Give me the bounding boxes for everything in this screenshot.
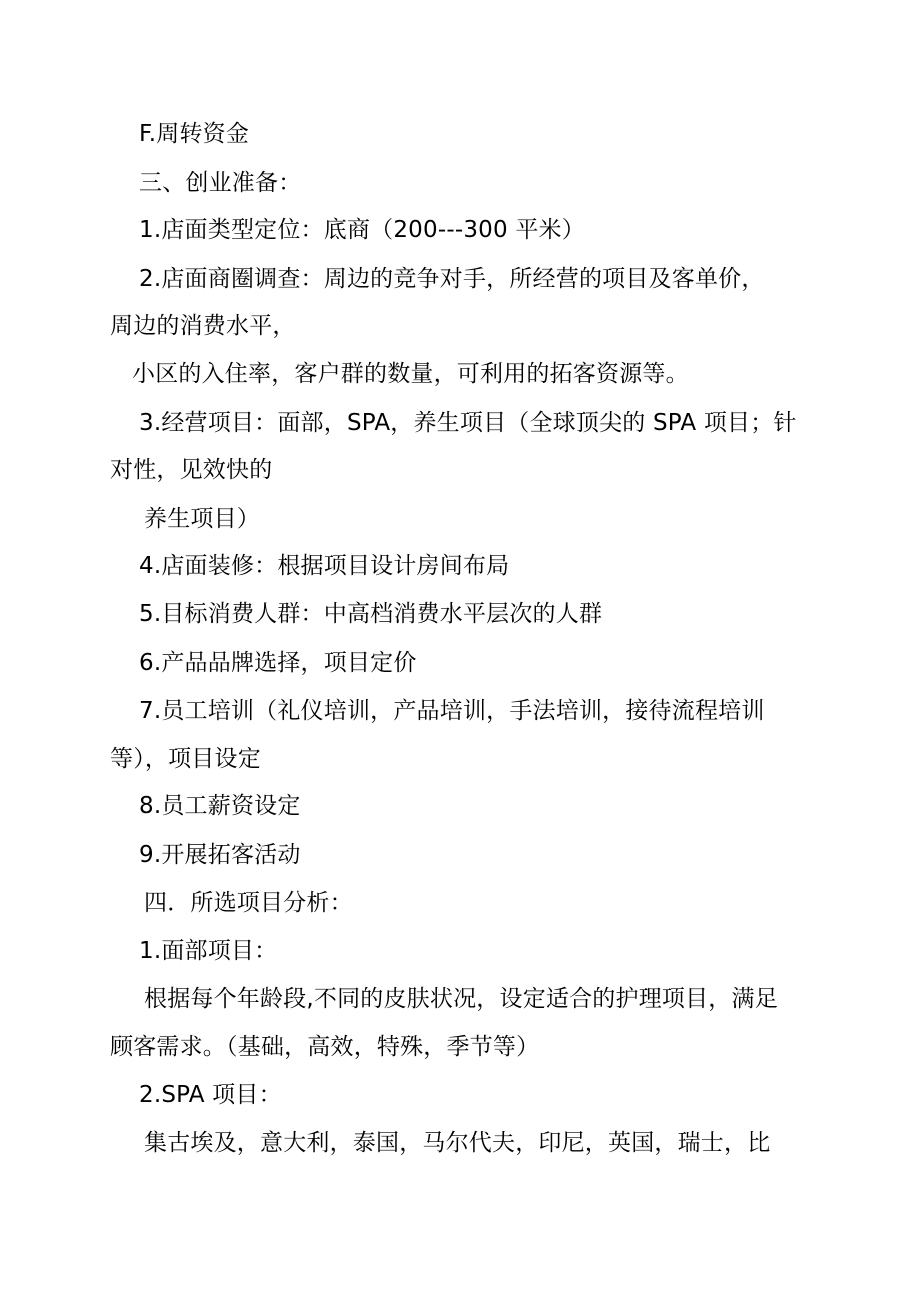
item-store-decoration: 4.店面装修：根据项目设计房间布局 bbox=[139, 553, 510, 579]
item-business-projects: 3.经营项目：面部，SPA，养生项目（全球顶尖的 SPA 项目；针 bbox=[139, 410, 797, 436]
item-spa-projects: 2.SPA 项目： bbox=[139, 1082, 282, 1108]
item-facial-projects: 1.面部项目： bbox=[139, 938, 278, 964]
item-customer-activities: 9.开展拓客活动 bbox=[139, 842, 301, 868]
heading-project-analysis: 四．所选项目分析： bbox=[144, 890, 353, 916]
item-business-projects-cont2: 养生项目） bbox=[144, 506, 260, 532]
item-facial-projects-desc-cont: 顾客需求。（基础，高效，特殊，季节等） bbox=[110, 1034, 540, 1060]
item-staff-salary: 8.员工薪资设定 bbox=[139, 793, 301, 819]
item-market-survey: 2.店面商圈调查：周边的竞争对手，所经营的项目及客单价， bbox=[139, 266, 765, 292]
item-store-type: 1.店面类型定位：底商（200---300 平米） bbox=[139, 217, 585, 243]
item-staff-training-cont: 等），项目设定 bbox=[110, 746, 261, 772]
item-product-brand: 6.产品品牌选择，项目定价 bbox=[139, 650, 417, 676]
item-target-customers: 5.目标消费人群：中高档消费水平层次的人群 bbox=[139, 601, 603, 627]
heading-startup-preparation: 三、创业准备： bbox=[139, 170, 302, 196]
item-staff-training: 7.员工培训（礼仪培训，产品培训，手法培训，接待流程培训 bbox=[139, 698, 765, 724]
item-business-projects-cont1: 对性，见效快的 bbox=[110, 457, 273, 483]
item-facial-projects-desc: 根据每个年龄段,不同的皮肤状况，设定适合的护理项目，满足 bbox=[144, 986, 778, 1012]
item-spa-projects-desc: 集古埃及，意大利，泰国，马尔代夫，印尼，英国，瑞士，比 bbox=[144, 1130, 771, 1156]
item-market-survey-cont1: 周边的消费水平， bbox=[110, 313, 296, 339]
item-market-survey-cont2: 小区的入住率，客户群的数量，可利用的拓客资源等。 bbox=[132, 361, 689, 387]
line-working-capital: F.周转资金 bbox=[139, 121, 250, 147]
